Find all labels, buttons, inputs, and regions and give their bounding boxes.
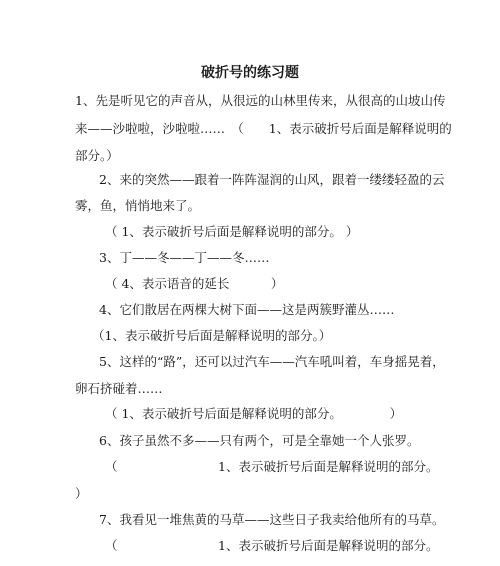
q6-answer-close: ） <box>75 486 88 501</box>
q6-answer-open: （ <box>105 459 118 474</box>
q1-line-2: 来——沙啦啦，沙啦啦…… （ 1、表示破折号后面是解释说明的 <box>75 121 452 136</box>
q6-answer: 1、表示破折号后面是解释说明的部分。 <box>218 459 439 474</box>
q7-answer-open: （ <box>105 538 118 553</box>
q7-question: 7、我看见一堆焦黄的马草——这些日子我卖给他所有的马草。 <box>99 512 445 527</box>
q3-question: 3、丁——冬——丁——冬…… <box>99 250 270 265</box>
q2-answer: （ 1、表示破折号后面是解释说明的部分。 ） <box>105 224 359 239</box>
q2-line-1: 2、来的突然——跟着一阵阵湿润的山风，跟着一缕缕轻盈的云 <box>99 172 445 187</box>
q6-question: 6、孩子虽然不多——只有两个，可是全靠她一个人张罗。 <box>99 433 420 448</box>
q2-line-2: 雾，鱼，悄悄地来了。 <box>75 198 201 213</box>
q7-answer: 1、表示破折号后面是解释说明的部分。 <box>218 538 439 553</box>
q1-line-1: 1、先是听见它的声音从，从很远的山林里传来，从很高的山坡山传 <box>75 93 446 108</box>
q5-line-1: 5、这样的“路”，还可以过汽车——汽车吼叫着，车身摇晃着， <box>99 354 445 369</box>
q5-answer: （ 1、表示破折号后面是解释说明的部分。 ） <box>105 406 403 421</box>
q5-line-2: 卵石挤碰着…… <box>75 381 163 396</box>
q4-question: 4、它们散居在两棵大树下面——这是两簇野灌丛…… <box>99 302 395 317</box>
q4-answer: （1、表示破折号后面是解释说明的部分。） <box>92 328 332 343</box>
q3-answer: （ 4、表示语音的延长 ） <box>105 276 284 291</box>
page-title: 破折号的练习题 <box>201 65 299 81</box>
q1-line-3: 部分。） <box>75 148 119 163</box>
